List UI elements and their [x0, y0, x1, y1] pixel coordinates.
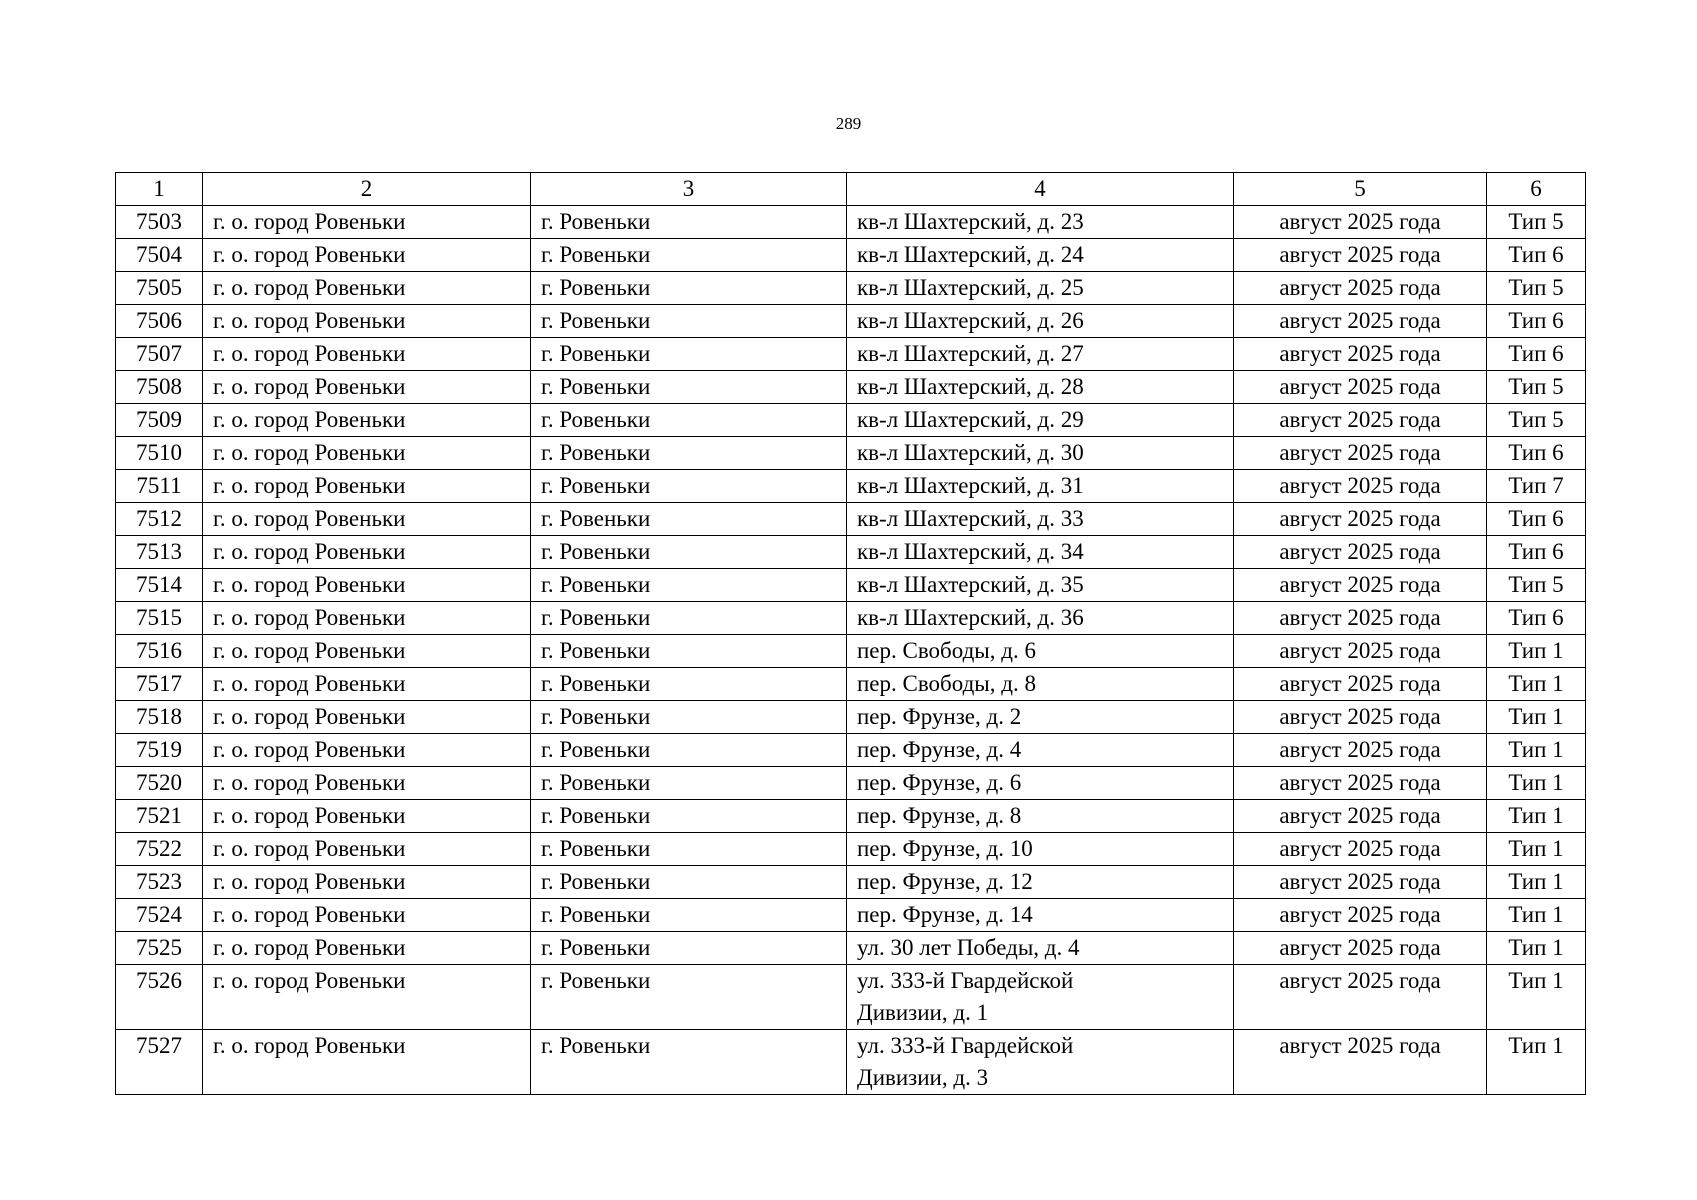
address-line: кв-л Шахтерский, д. 24: [857, 242, 1084, 267]
address-line: кв-л Шахтерский, д. 31: [857, 473, 1084, 498]
address-cell: [847, 569, 1234, 602]
table-row: [116, 899, 1586, 932]
address-cell: [847, 701, 1234, 734]
address-cell: [847, 404, 1234, 437]
type-cell: Тип 6: [1487, 437, 1586, 470]
period-cell: август 2025 года: [1234, 437, 1487, 470]
locality-cell: г. Ровеньки: [531, 305, 847, 338]
row-number-cell: 7525: [116, 932, 203, 965]
locality-cell: г. Ровеньки: [531, 635, 847, 668]
type-cell: Тип 1: [1487, 833, 1586, 866]
locality-cell: г. Ровеньки: [531, 899, 847, 932]
period-cell: август 2025 года: [1234, 635, 1487, 668]
table-row: [116, 272, 1586, 305]
table-row: [116, 866, 1586, 899]
period-cell: август 2025 года: [1234, 767, 1487, 800]
type-cell: Тип 1: [1487, 635, 1586, 668]
register-table: [115, 172, 1586, 1095]
address-line: пер. Фрунзе, д. 8: [857, 803, 1022, 828]
address-cell: [847, 668, 1234, 701]
table-row: [116, 536, 1586, 569]
row-number-cell: 7509: [116, 404, 203, 437]
locality-cell: г. Ровеньки: [531, 965, 847, 1030]
table-row: [116, 206, 1586, 239]
district-cell: г. о. город Ровеньки: [203, 866, 531, 899]
address-line: кв-л Шахтерский, д. 27: [857, 341, 1084, 366]
locality-cell: г. Ровеньки: [531, 470, 847, 503]
locality-cell: г. Ровеньки: [531, 866, 847, 899]
locality-cell: г. Ровеньки: [531, 602, 847, 635]
locality-cell: г. Ровеньки: [531, 569, 847, 602]
type-cell: Тип 1: [1487, 866, 1586, 899]
address-line: кв-л Шахтерский, д. 35: [857, 572, 1084, 597]
table-row: [116, 833, 1586, 866]
address-cell: [847, 767, 1234, 800]
address-cell: [847, 965, 1234, 1030]
address-line: пер. Фрунзе, д. 14: [857, 902, 1033, 927]
row-number-cell: 7510: [116, 437, 203, 470]
address-line: пер. Фрунзе, д. 12: [857, 869, 1033, 894]
locality-cell: г. Ровеньки: [531, 338, 847, 371]
locality-cell: г. Ровеньки: [531, 272, 847, 305]
address-cell: [847, 866, 1234, 899]
address-line: ул. 30 лет Победы, д. 4: [857, 935, 1080, 960]
row-number-cell: 7506: [116, 305, 203, 338]
period-cell: август 2025 года: [1234, 965, 1487, 1030]
period-cell: август 2025 года: [1234, 569, 1487, 602]
type-cell: Тип 1: [1487, 932, 1586, 965]
row-number-cell: 7518: [116, 701, 203, 734]
type-cell: Тип 1: [1487, 734, 1586, 767]
table-row: [116, 371, 1586, 404]
row-number-cell: 7519: [116, 734, 203, 767]
row-number-cell: 7507: [116, 338, 203, 371]
locality-cell: г. Ровеньки: [531, 1030, 847, 1095]
locality-cell: г. Ровеньки: [531, 701, 847, 734]
period-cell: август 2025 года: [1234, 305, 1487, 338]
district-cell: г. о. город Ровеньки: [203, 899, 531, 932]
address-line: кв-л Шахтерский, д. 33: [857, 506, 1084, 531]
column-header-5: 5: [1234, 173, 1487, 206]
district-cell: г. о. город Ровеньки: [203, 371, 531, 404]
table-row: [116, 404, 1586, 437]
district-cell: г. о. город Ровеньки: [203, 305, 531, 338]
address-line: кв-л Шахтерский, д. 34: [857, 539, 1084, 564]
table-row: [116, 1030, 1586, 1095]
address-line: пер. Свободы, д. 6: [857, 638, 1036, 663]
table-row: [116, 635, 1586, 668]
period-cell: август 2025 года: [1234, 536, 1487, 569]
period-cell: август 2025 года: [1234, 1030, 1487, 1095]
period-cell: август 2025 года: [1234, 899, 1487, 932]
row-number-cell: 7513: [116, 536, 203, 569]
row-number-cell: 7526: [116, 965, 203, 1030]
address-cell: [847, 536, 1234, 569]
locality-cell: г. Ровеньки: [531, 734, 847, 767]
row-number-cell: 7504: [116, 239, 203, 272]
period-cell: август 2025 года: [1234, 404, 1487, 437]
locality-cell: г. Ровеньки: [531, 206, 847, 239]
address-cell: [847, 272, 1234, 305]
column-header-4: 4: [847, 173, 1234, 206]
table-row: [116, 239, 1586, 272]
column-header-6: 6: [1487, 173, 1586, 206]
type-cell: Тип 7: [1487, 470, 1586, 503]
row-number-cell: 7503: [116, 206, 203, 239]
row-number-cell: 7524: [116, 899, 203, 932]
district-cell: г. о. город Ровеньки: [203, 239, 531, 272]
type-cell: Тип 1: [1487, 668, 1586, 701]
table-row: [116, 668, 1586, 701]
row-number-cell: 7522: [116, 833, 203, 866]
period-cell: август 2025 года: [1234, 503, 1487, 536]
table-row: [116, 602, 1586, 635]
district-cell: г. о. город Ровеньки: [203, 404, 531, 437]
address-line: кв-л Шахтерский, д. 30: [857, 440, 1084, 465]
address-line: пер. Фрунзе, д. 10: [857, 836, 1033, 861]
type-cell: Тип 5: [1487, 371, 1586, 404]
row-number-cell: 7520: [116, 767, 203, 800]
table-row: [116, 701, 1586, 734]
period-cell: август 2025 года: [1234, 866, 1487, 899]
address-line: кв-л Шахтерский, д. 29: [857, 407, 1084, 432]
period-cell: август 2025 года: [1234, 272, 1487, 305]
period-cell: август 2025 года: [1234, 734, 1487, 767]
district-cell: г. о. город Ровеньки: [203, 602, 531, 635]
table-row: [116, 503, 1586, 536]
district-cell: г. о. город Ровеньки: [203, 734, 531, 767]
row-number-cell: 7523: [116, 866, 203, 899]
table-row: [116, 569, 1586, 602]
locality-cell: г. Ровеньки: [531, 239, 847, 272]
district-cell: г. о. город Ровеньки: [203, 536, 531, 569]
type-cell: Тип 6: [1487, 305, 1586, 338]
period-cell: август 2025 года: [1234, 338, 1487, 371]
row-number-cell: 7505: [116, 272, 203, 305]
page-number: 289: [835, 114, 862, 133]
type-cell: Тип 6: [1487, 239, 1586, 272]
period-cell: август 2025 года: [1234, 833, 1487, 866]
period-cell: август 2025 года: [1234, 239, 1487, 272]
address-cell: [847, 503, 1234, 536]
address-line: кв-л Шахтерский, д. 25: [857, 275, 1084, 300]
locality-cell: г. Ровеньки: [531, 404, 847, 437]
district-cell: г. о. город Ровеньки: [203, 1030, 531, 1095]
address-line: пер. Свободы, д. 8: [857, 671, 1036, 696]
address-cell: [847, 470, 1234, 503]
address-cell: [847, 206, 1234, 239]
row-number-cell: 7512: [116, 503, 203, 536]
table-row: [116, 932, 1586, 965]
table-row: [116, 734, 1586, 767]
district-cell: г. о. город Ровеньки: [203, 833, 531, 866]
address-cell: [847, 734, 1234, 767]
district-cell: г. о. город Ровеньки: [203, 701, 531, 734]
district-cell: г. о. город Ровеньки: [203, 635, 531, 668]
row-number-cell: 7516: [116, 635, 203, 668]
address-line: кв-л Шахтерский, д. 26: [857, 308, 1084, 333]
type-cell: Тип 1: [1487, 800, 1586, 833]
district-cell: г. о. город Ровеньки: [203, 206, 531, 239]
row-number-cell: 7511: [116, 470, 203, 503]
district-cell: г. о. город Ровеньки: [203, 569, 531, 602]
district-cell: г. о. город Ровеньки: [203, 932, 531, 965]
address-line: ул. 333-й Гвардейской: [857, 968, 1074, 993]
address-cell: [847, 932, 1234, 965]
column-number-row: [116, 173, 1586, 206]
locality-cell: г. Ровеньки: [531, 371, 847, 404]
district-cell: г. о. город Ровеньки: [203, 272, 531, 305]
type-cell: Тип 1: [1487, 701, 1586, 734]
column-header-2: 2: [203, 173, 531, 206]
address-line: кв-л Шахтерский, д. 23: [857, 209, 1084, 234]
type-cell: Тип 1: [1487, 767, 1586, 800]
address-line-2: Дивизии, д. 3: [857, 1065, 989, 1090]
locality-cell: г. Ровеньки: [531, 503, 847, 536]
address-cell: [847, 1030, 1234, 1095]
address-cell: [847, 437, 1234, 470]
address-cell: [847, 833, 1234, 866]
address-cell: [847, 602, 1234, 635]
district-cell: г. о. город Ровеньки: [203, 767, 531, 800]
address-line-2: Дивизии, д. 1: [857, 1000, 989, 1025]
locality-cell: г. Ровеньки: [531, 536, 847, 569]
district-cell: г. о. город Ровеньки: [203, 965, 531, 1030]
type-cell: Тип 6: [1487, 503, 1586, 536]
address-cell: [847, 239, 1234, 272]
period-cell: август 2025 года: [1234, 668, 1487, 701]
table-row: [116, 338, 1586, 371]
address-cell: [847, 305, 1234, 338]
address-line: пер. Фрунзе, д. 2: [857, 704, 1022, 729]
row-number-cell: 7521: [116, 800, 203, 833]
type-cell: Тип 5: [1487, 569, 1586, 602]
table-row: [116, 800, 1586, 833]
type-cell: Тип 5: [1487, 404, 1586, 437]
row-number-cell: 7517: [116, 668, 203, 701]
table-row: [116, 767, 1586, 800]
locality-cell: г. Ровеньки: [531, 932, 847, 965]
period-cell: август 2025 года: [1234, 371, 1487, 404]
district-cell: г. о. город Ровеньки: [203, 668, 531, 701]
locality-cell: г. Ровеньки: [531, 437, 847, 470]
type-cell: Тип 6: [1487, 338, 1586, 371]
district-cell: г. о. город Ровеньки: [203, 800, 531, 833]
period-cell: август 2025 года: [1234, 602, 1487, 635]
address-line: кв-л Шахтерский, д. 28: [857, 374, 1084, 399]
address-line: ул. 333-й Гвардейской: [857, 1033, 1074, 1058]
district-cell: г. о. город Ровеньки: [203, 338, 531, 371]
address-cell: [847, 800, 1234, 833]
address-line: пер. Фрунзе, д. 6: [857, 770, 1022, 795]
locality-cell: г. Ровеньки: [531, 800, 847, 833]
address-line: пер. Фрунзе, д. 4: [857, 737, 1022, 762]
period-cell: август 2025 года: [1234, 470, 1487, 503]
table-row: [116, 305, 1586, 338]
address-cell: [847, 338, 1234, 371]
locality-cell: г. Ровеньки: [531, 833, 847, 866]
type-cell: Тип 5: [1487, 272, 1586, 305]
address-line: кв-л Шахтерский, д. 36: [857, 605, 1084, 630]
period-cell: август 2025 года: [1234, 800, 1487, 833]
column-header-3: 3: [531, 173, 847, 206]
district-cell: г. о. город Ровеньки: [203, 437, 531, 470]
district-cell: г. о. город Ровеньки: [203, 503, 531, 536]
period-cell: август 2025 года: [1234, 701, 1487, 734]
district-cell: г. о. город Ровеньки: [203, 470, 531, 503]
period-cell: август 2025 года: [1234, 932, 1487, 965]
type-cell: Тип 6: [1487, 536, 1586, 569]
address-cell: [847, 899, 1234, 932]
row-number-cell: 7508: [116, 371, 203, 404]
row-number-cell: 7515: [116, 602, 203, 635]
row-number-cell: 7514: [116, 569, 203, 602]
address-cell: [847, 635, 1234, 668]
type-cell: Тип 5: [1487, 206, 1586, 239]
period-cell: август 2025 года: [1234, 206, 1487, 239]
locality-cell: г. Ровеньки: [531, 767, 847, 800]
table-row: [116, 965, 1586, 1030]
table-row: [116, 437, 1586, 470]
type-cell: Тип 1: [1487, 899, 1586, 932]
type-cell: Тип 1: [1487, 1030, 1586, 1095]
type-cell: Тип 1: [1487, 965, 1586, 1030]
row-number-cell: 7527: [116, 1030, 203, 1095]
table-row: [116, 470, 1586, 503]
column-header-1: 1: [116, 173, 203, 206]
address-cell: [847, 371, 1234, 404]
locality-cell: г. Ровеньки: [531, 668, 847, 701]
type-cell: Тип 6: [1487, 602, 1586, 635]
